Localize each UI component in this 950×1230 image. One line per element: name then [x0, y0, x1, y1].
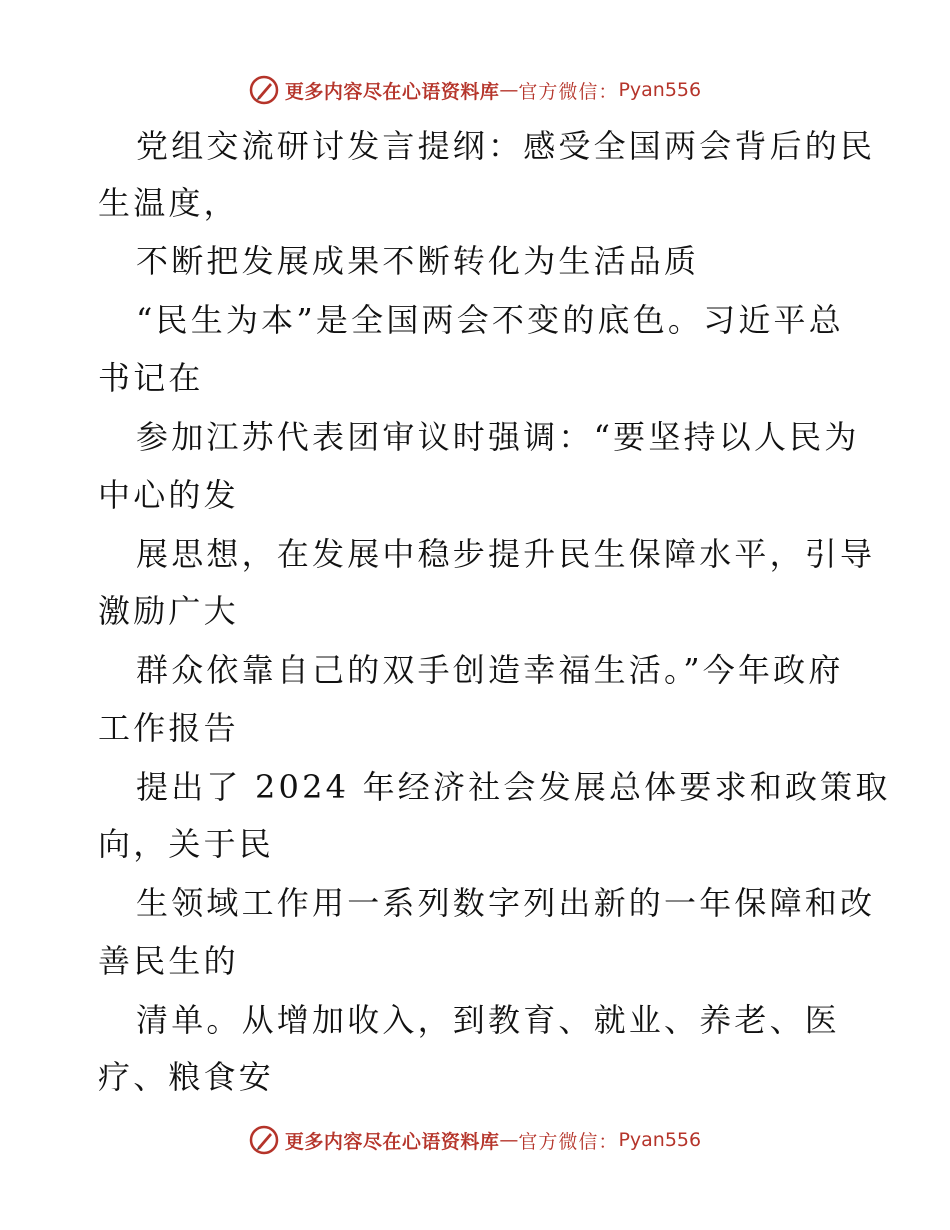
text-line: 展思想，在发展中稳步提升民生保障水平，引导 [136, 535, 876, 573]
text-line: 生领域工作用一系列数字列出新的一年保障和改 [136, 884, 876, 922]
banner-wechat-id: Pyan556 [618, 1129, 702, 1151]
text-line: 书记在 [98, 359, 204, 397]
pen-logo-icon [249, 1125, 279, 1155]
banner-separator: — [499, 79, 519, 101]
text-line: 不断把发展成果不断转化为生活品质 [136, 242, 700, 280]
text-line: 中心的发 [98, 476, 239, 514]
pen-logo-icon [249, 75, 279, 105]
text-line: 群众依靠自己的双手创造幸福生活。”今年政府 [136, 651, 844, 689]
banner-wechat-label: 官方微信： [518, 1130, 619, 1153]
banner-separator: — [499, 1129, 519, 1151]
text-line: 激励广大 [98, 592, 239, 630]
text-line: 善民生的 [98, 942, 239, 980]
text-line: 清单。从增加收入，到教育、就业、养老、医 [136, 1001, 841, 1039]
text-line: 工作报告 [98, 709, 239, 747]
text-line: 提出了 2024 年经济社会发展总体要求和政策取 [136, 768, 891, 806]
text-line: 参加江苏代表团审议时强调：“要坚持以人民为 [136, 418, 860, 456]
banner-title: 更多内容尽在心语资料库 [284, 1130, 500, 1153]
banner-wechat-label: 官方微信： [518, 80, 619, 103]
banner-title: 更多内容尽在心语资料库 [284, 80, 500, 103]
text-line: “民生为本”是全国两会不变的底色。习近平总 [136, 301, 844, 339]
footer-banner [0, 1122, 950, 1158]
text-line: 疗、粮食安 [98, 1058, 275, 1096]
text-line: 生温度， [98, 184, 239, 222]
header-banner [0, 72, 950, 108]
text-line: 党组交流研讨发言提纲：感受全国两会背后的民 [136, 127, 876, 165]
banner-wechat-id: Pyan556 [618, 79, 702, 101]
text-line: 向，关于民 [98, 825, 275, 863]
